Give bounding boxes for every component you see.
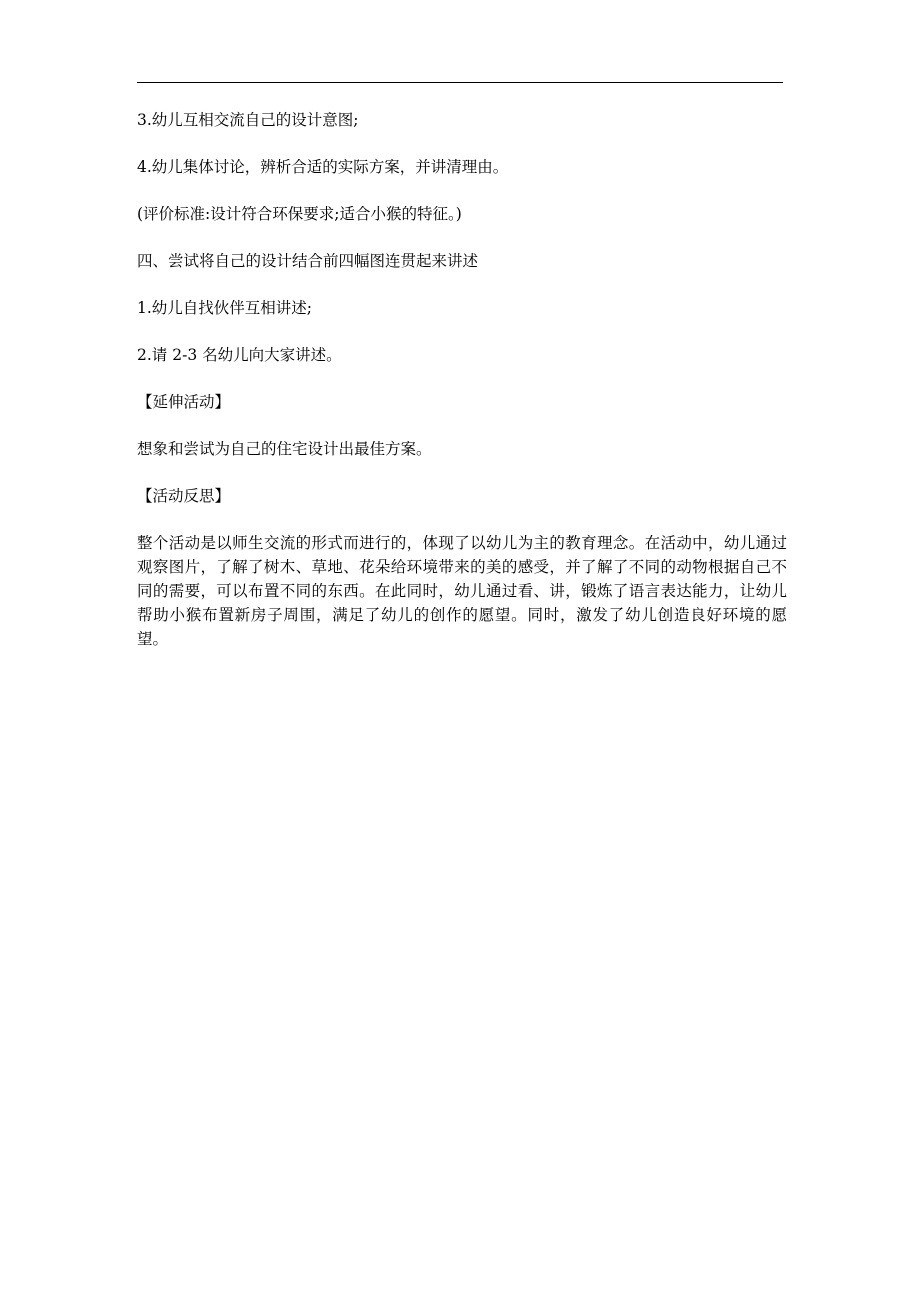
activity-reflection-heading: 【活动反思】 [137, 487, 231, 505]
header-rule [137, 82, 783, 83]
step-4-paragraph: 4.幼儿集体讨论，辨析合适的实际方案，并讲清理由。 [137, 158, 509, 176]
step-3-paragraph: 3.幼儿互相交流自己的设计意图; [137, 111, 359, 129]
extension-activity-paragraph: 想象和尝试为自己的住宅设计出最佳方案。 [137, 440, 432, 458]
document-body [137, 108, 787, 651]
activity-reflection-paragraph: 整个活动是以师生交流的形式而进行的，体现了以幼儿为主的教育理念。在活动中，幼儿通过观察图片，了解了树木、草地、花朵给环境带来的美的感受，并了解了不同的动物根据自己不同的需要，可以布置不同的东西。在此同时，幼儿通过看、讲，锻炼了语言表达能力，让幼儿帮助小猴布置新房子周围，满足了幼儿的创作的愿望。同时，激发了幼儿创造良好环境的愿望。 [137, 534, 787, 648]
sub-step-1-paragraph: 1.幼儿自找伙伴互相讲述; [137, 299, 313, 317]
sub-step-2-paragraph: 2.请 2-3 名幼儿向大家讲述。 [137, 346, 342, 364]
extension-activity-heading: 【延伸活动】 [137, 393, 231, 411]
evaluation-criteria-paragraph: (评价标准:设计符合环保要求;适合小猴的特征。) [137, 205, 462, 223]
section-four-heading: 四、尝试将自己的设计结合前四幅图连贯起来讲述 [137, 252, 479, 270]
